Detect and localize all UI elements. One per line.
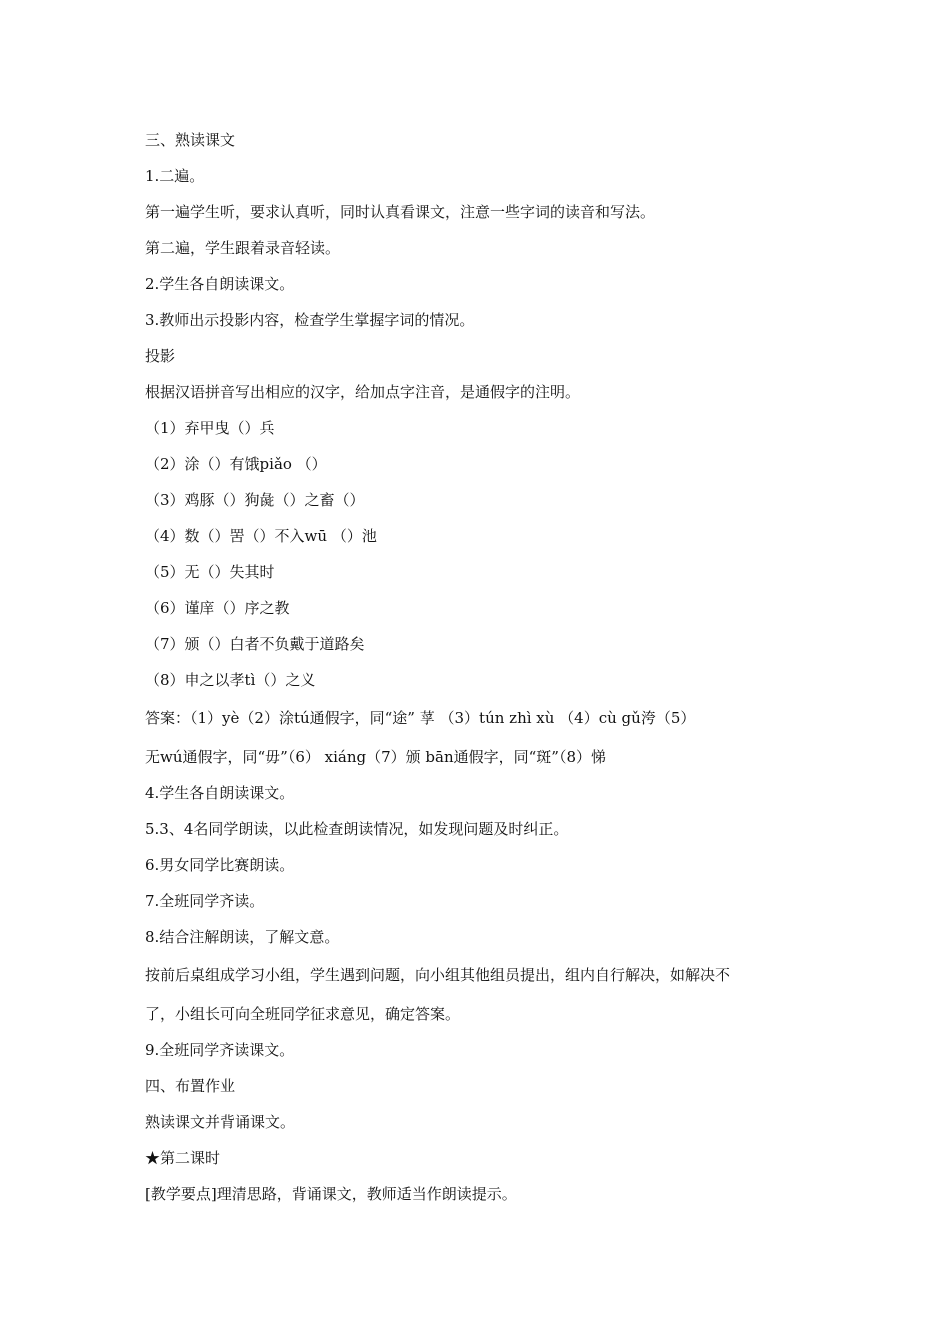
paragraph-line: 6.男女同学比赛朗读。 [145,856,295,874]
paragraph-line: 熟读课文并背诵课文。 [145,1113,296,1131]
paragraph-line: 根据汉语拼音写出相应的汉字，给加点字注音，是通假字的注明。 [145,383,581,401]
paragraph-line: 按前后桌组成学习小组，学生遇到问题，向小组其他组员提出，组内自行解决，如解决不 [145,966,731,984]
paragraph-line: 8.结合注解朗读，了解文意。 [145,928,340,946]
exercise-item: （8）申之以孝tì（）之义 [145,671,316,689]
paragraph-line: 了，小组长可向全班同学征求意见，确定答案。 [145,1005,461,1023]
paragraph-line: 1.二遍。 [145,167,205,185]
section-heading-4: 四、布置作业 [145,1077,236,1095]
paragraph-line: 5.3、4名同学朗读，以此检查朗读情况，如发现问题及时纠正。 [145,820,569,838]
paragraph-line: 第一遍学生听，要求认真听，同时认真看课文，注意一些字词的读音和写法。 [145,203,656,221]
paragraph-line: [教学要点]理清思路，背诵课文，教师适当作朗读提示。 [145,1185,517,1203]
paragraph-line: 7.全班同学齐读。 [145,892,265,910]
lesson-heading: ★第二课时 [145,1149,221,1167]
paragraph-line: 2.学生各自朗读课文。 [145,275,295,293]
answer-line: 答案：（1）yè（2）涂tú通假字，同“途” 莩 （3）tún zhì xù （4）cù gǔ洿（5） [145,709,696,727]
paragraph-line: 9.全班同学齐读课文。 [145,1041,295,1059]
paragraph-line: 投影 [145,347,176,365]
paragraph-line: 3.教师出示投影内容，检查学生掌握字词的情况。 [145,311,475,329]
exercise-item: （1）弃甲曳（）兵 [145,419,275,437]
exercise-item: （3）鸡豚（）狗彘（）之畜（） [145,491,365,509]
paragraph-line: 4.学生各自朗读课文。 [145,784,295,802]
paragraph-line: 第二遍，学生跟着录音轻读。 [145,239,341,257]
section-heading-3: 三、熟读课文 [145,131,236,149]
exercise-item: （7）颁（）白者不负戴于道路矣 [145,635,365,653]
exercise-item: （4）数（）罟（）不入wū （）池 [145,527,377,545]
document-page [145,122,815,1212]
exercise-item: （5）无（）失其时 [145,563,275,581]
exercise-item: （6）谨庠（）序之教 [145,599,290,617]
answer-line: 无wú通假字，同“毋”（6） xiáng（7）颁 bān通假字，同“斑”（8）悌 [145,748,607,766]
exercise-item: （2）涂（）有饿piǎo （） [145,455,327,473]
